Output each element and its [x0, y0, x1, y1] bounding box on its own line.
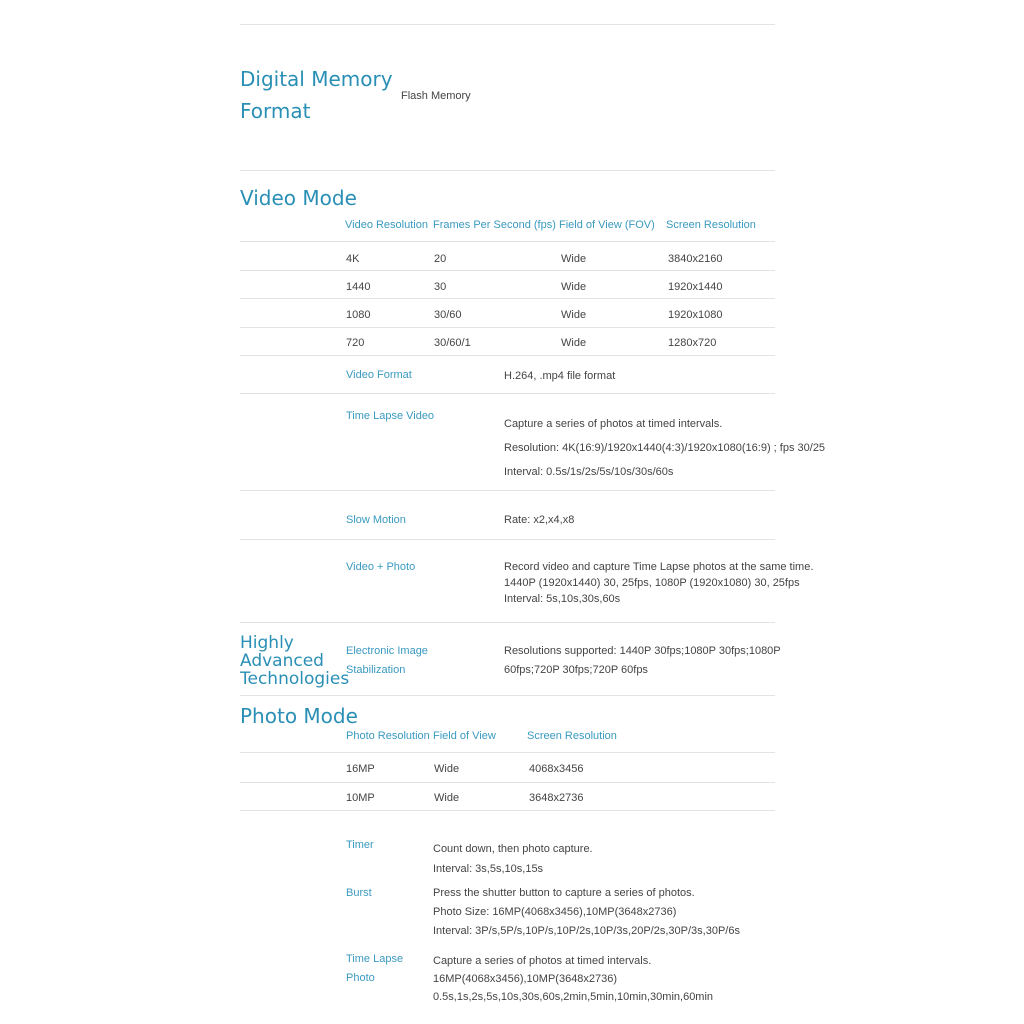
- cell-resolution: 1440: [346, 281, 371, 293]
- title-line: Highly: [240, 633, 294, 653]
- cell-screen: 1920x1440: [668, 281, 723, 293]
- label-line: Photo: [346, 972, 375, 984]
- divider: [240, 782, 775, 783]
- time-lapse-photo-details: [433, 952, 713, 1006]
- divider: [240, 539, 775, 540]
- video-photo-label: Video + Photo: [346, 561, 416, 573]
- label-line: Stabilization: [346, 664, 406, 676]
- video-col-fps: Frames Per Second (fps): [433, 219, 556, 231]
- cell-fov: Wide: [561, 253, 587, 265]
- cell-fov: Wide: [561, 337, 587, 349]
- cell-screen: 3648x2736: [529, 792, 584, 804]
- video-format-label: Video Format: [346, 369, 412, 381]
- burst-details: [433, 886, 740, 943]
- video-format-value: H.264, .mp4 file format: [504, 370, 616, 382]
- divider: [240, 355, 775, 356]
- divider: [240, 622, 775, 623]
- divider: [240, 327, 775, 328]
- title-line: Technologies: [240, 669, 350, 689]
- cell-fov: Wide: [434, 792, 460, 804]
- section-title-digital-memory: [240, 63, 393, 127]
- photo-col-fov: Field of View: [433, 730, 496, 742]
- video-photo-details: [504, 560, 813, 608]
- video-col-resolution: Video Resolution: [345, 219, 428, 231]
- label-line: Time Lapse: [346, 953, 404, 965]
- cell-fov: Wide: [561, 281, 587, 293]
- eis-details: [504, 644, 781, 682]
- detail-line: 0.5s,1s,2s,5s,10s,30s,60s,2min,5min,10min,30min,60min: [433, 991, 714, 1003]
- time-lapse-video-label: Time Lapse Video: [346, 410, 435, 422]
- cell-resolution: 10MP: [346, 792, 375, 804]
- detail-line: 16MP(4068x3456),10MP(3648x2736): [433, 973, 618, 985]
- divider: [240, 695, 775, 696]
- burst-label: Burst: [346, 887, 372, 899]
- photo-col-resolution: Photo Resolution: [346, 730, 430, 742]
- detail-line: 1440P (1920x1440) 30, 25fps, 1080P (1920x1080) 30, 25fps: [504, 577, 800, 589]
- divider: [240, 810, 775, 811]
- slow-motion-label: Slow Motion: [346, 514, 406, 526]
- divider: [240, 170, 775, 171]
- video-col-fov: Field of View (FOV): [559, 219, 655, 231]
- cell-screen: 4068x3456: [529, 763, 584, 775]
- cell-resolution: 1080: [346, 309, 371, 321]
- cell-screen: 1920x1080: [668, 309, 723, 321]
- cell-resolution: 720: [346, 337, 365, 349]
- time-lapse-photo-label: [346, 952, 403, 990]
- digital-memory-value: Flash Memory: [401, 90, 471, 102]
- timer-details: [433, 839, 593, 879]
- eis-label: [346, 644, 428, 682]
- timer-label: Timer: [346, 839, 374, 851]
- section-title-advanced: [240, 634, 349, 688]
- divider: [240, 24, 775, 25]
- detail-line: Interval: 3s,5s,10s,15s: [433, 863, 544, 875]
- label-line: Electronic Image: [346, 645, 428, 657]
- detail-line: Record video and capture Time Lapse photos at the same time.: [504, 561, 814, 573]
- title-line: Advanced: [240, 651, 324, 671]
- cell-fov: Wide: [434, 763, 460, 775]
- detail-line: Interval: 5s,10s,30s,60s: [504, 593, 621, 605]
- divider: [240, 490, 775, 491]
- section-title-photo-mode: Photo Mode: [240, 704, 358, 728]
- section-title-video-mode: Video Mode: [240, 186, 357, 210]
- divider: [240, 270, 775, 271]
- divider: [240, 393, 775, 394]
- slow-motion-value: Rate: x2,x4,x8: [504, 514, 575, 526]
- cell-fps: 30: [434, 281, 447, 293]
- detail-line: Resolution: 4K(16:9)/1920x1440(4:3)/1920x1080(16:9) ; fps 30/25: [504, 442, 826, 454]
- time-lapse-video-details: [504, 412, 825, 484]
- detail-line: 60fps;720P 30fps;720P 60fps: [504, 664, 648, 676]
- detail-line: Interval: 3P/s,5P/s,10P/s,10P/2s,10P/3s,20P/2s,30P/3s,30P/6s: [433, 925, 740, 937]
- cell-resolution: 4K: [346, 253, 360, 265]
- detail-line: Count down, then photo capture.: [433, 843, 593, 855]
- cell-fps: 20: [434, 253, 447, 265]
- detail-line: Interval: 0.5s/1s/2s/5s/10s/30s/60s: [504, 466, 674, 478]
- photo-col-screen: Screen Resolution: [527, 730, 617, 742]
- cell-screen: 1280x720: [668, 337, 717, 349]
- divider: [240, 298, 775, 299]
- cell-fov: Wide: [561, 309, 587, 321]
- detail-line: Capture a series of photos at timed intervals.: [504, 418, 723, 430]
- detail-line: Resolutions supported: 1440P 30fps;1080P 30fps;1080P: [504, 645, 781, 657]
- title-line: Digital Memory: [240, 67, 393, 91]
- cell-fps: 30/60/1: [434, 337, 471, 349]
- detail-line: Photo Size: 16MP(4068x3456),10MP(3648x2736): [433, 906, 677, 918]
- detail-line: Capture a series of photos at timed intervals.: [433, 955, 652, 967]
- divider: [240, 241, 775, 242]
- title-line: Format: [240, 99, 311, 123]
- divider: [240, 752, 775, 753]
- detail-line: Press the shutter button to capture a series of photos.: [433, 887, 695, 899]
- cell-fps: 30/60: [434, 309, 462, 321]
- cell-resolution: 16MP: [346, 763, 375, 775]
- cell-screen: 3840x2160: [668, 253, 723, 265]
- video-col-screen: Screen Resolution: [666, 219, 756, 231]
